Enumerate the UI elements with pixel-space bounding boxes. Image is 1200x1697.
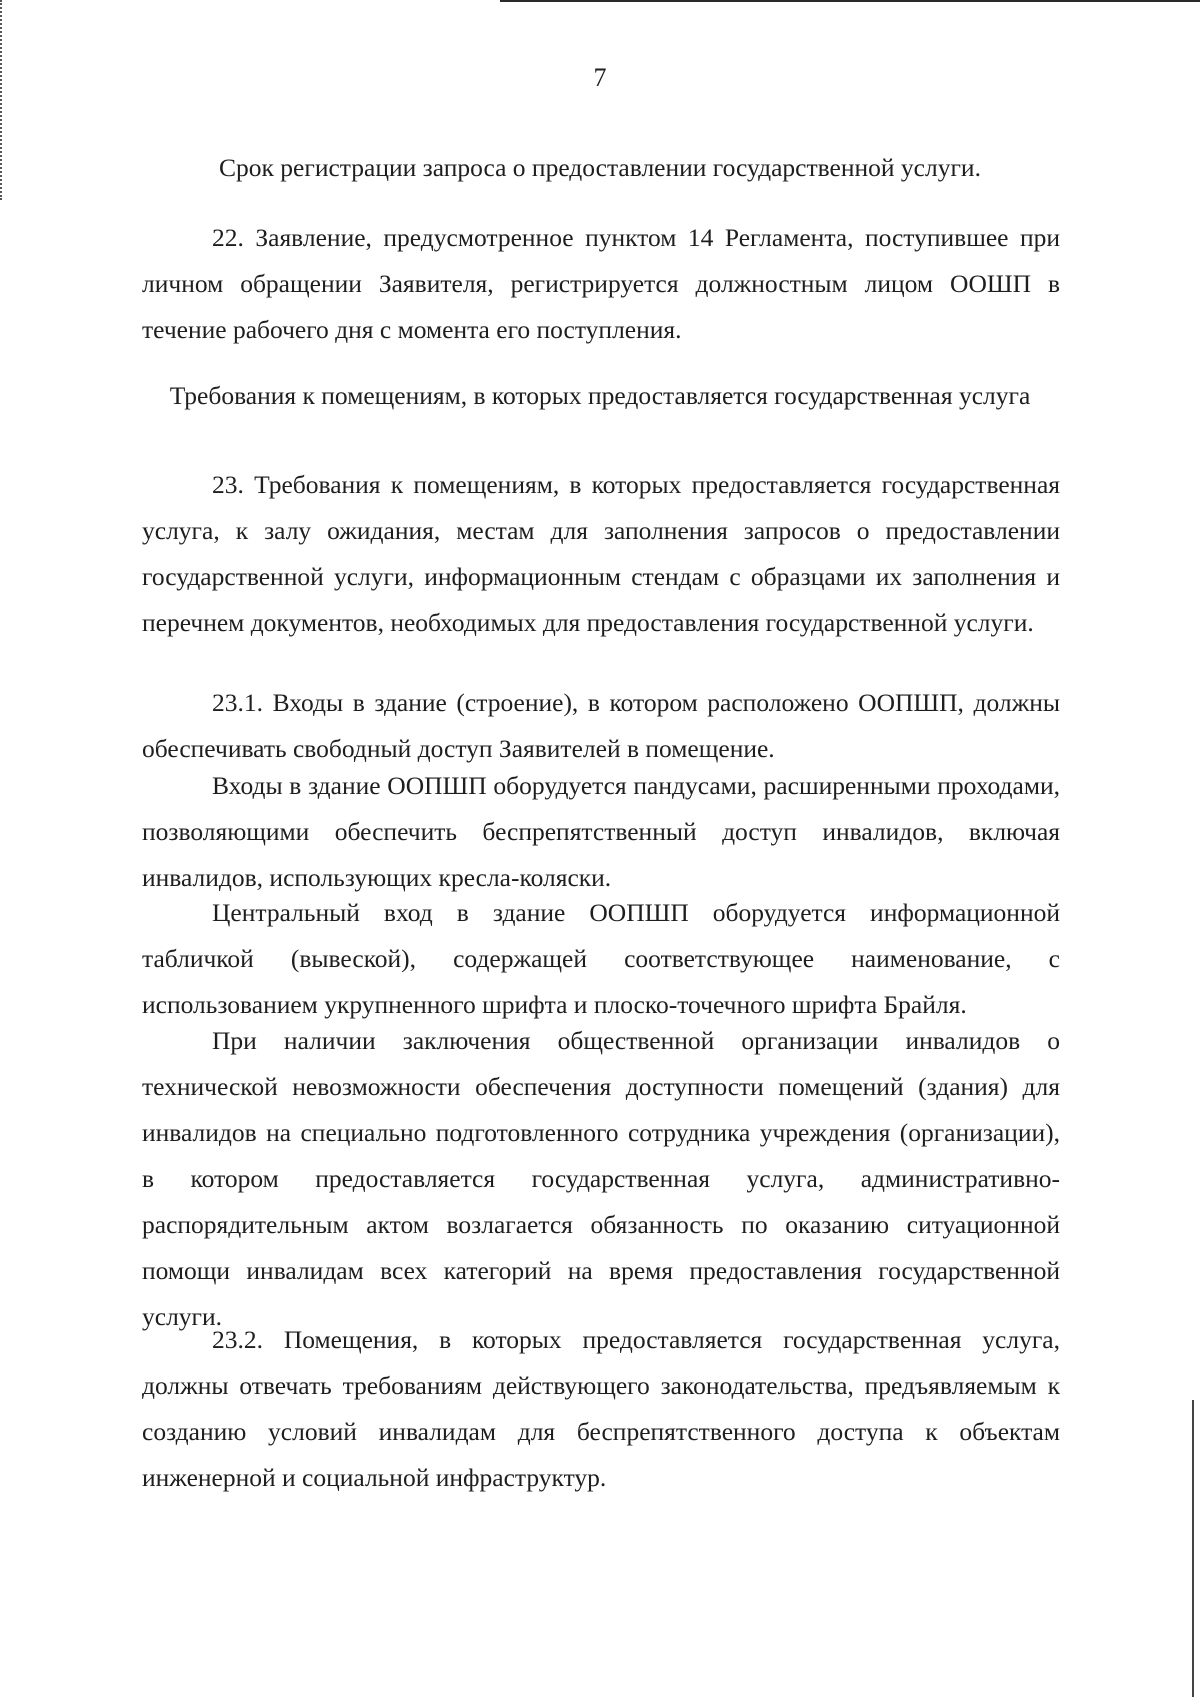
registration-heading: Срок регистрации запроса о предоставлении государственной услуги. <box>219 153 981 182</box>
paragraph-23-2: 23.2. Помещения, в которых предоставляется государственная услуга, должны отвечать требованиям действующего законодательства, предъявляемым к созданию условий инвалидам для беспрепятственного доступа к объектам инженерной и социальной инфраструктур. <box>142 1325 1060 1492</box>
paragraph-23-1: 23.1. Входы в здание (строение), в котором расположено ООПШП, должны обеспечивать свободный доступ Заявителей в помещение. <box>142 688 1060 763</box>
scan-right-edge <box>1192 1400 1194 1697</box>
paragraph-23-1-assistance: При наличии заключения общественной организации инвалидов о технической невозможности обеспечения доступности помещений (здания) для инвалидов на специально подготовленного сотрудника учреждения (организации), в котором предоставляется государственная услуга, административно-распорядительным актом возлагается обязанность по оказанию ситуационной помощи инвалидам всех категорий на время предоставления государственной услуги. <box>142 1026 1060 1331</box>
page-number: 7 <box>593 63 607 92</box>
premises-heading: Требования к помещениям, в которых предоставляется государственная услуга <box>169 381 1031 410</box>
paragraph-23-1-ramps: Входы в здание ООПШП оборудуется пандусами, расширенными проходами, позволяющими обеспечить беспрепятственный доступ инвалидов, включая инвалидов, использующих кресла-коляски. <box>142 771 1060 892</box>
paragraph-23-1-signage: Центральный вход в здание ООПШП оборудуется информационной табличкой (вывеской), содержащей соответствующее наименование, с использованием укрупненного шрифта и плоско-точечного шрифта Брайля. <box>142 898 1060 1019</box>
top-scan-rule <box>500 0 1200 2</box>
paragraph-22: 22. Заявление, предусмотренное пунктом 14 Регламента, поступившее при личном обращении Заявителя, регистрируется должностным лицом ООШП в течение рабочего дня с момента его поступления. <box>142 223 1060 344</box>
paragraph-23: 23. Требования к помещениям, в которых предоставляется государственная услуга, к залу ожидания, местам для заполнения запросов о предоставлении государственной услуги, информационным стендам с образцами их заполнения и перечнем документов, необходимых для предоставления государственной услуги. <box>142 470 1060 637</box>
scan-edge-marks <box>0 0 5 200</box>
